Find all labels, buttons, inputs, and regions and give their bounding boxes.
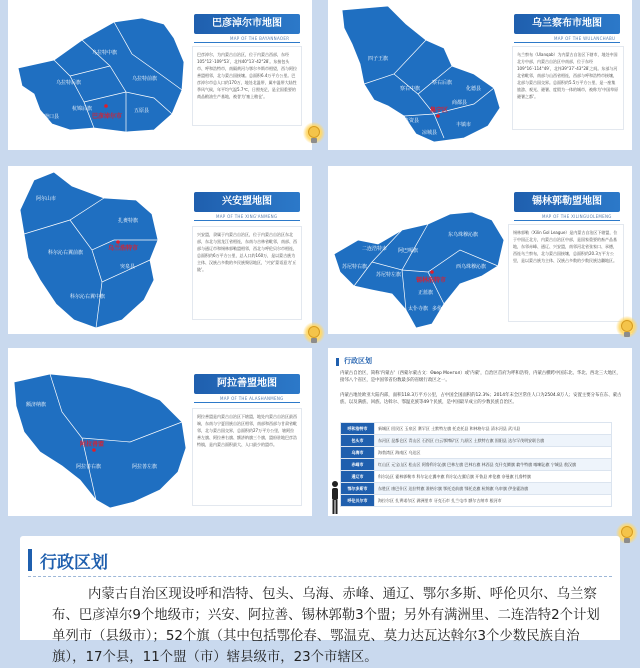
xilingol-description: 锡林郭勒（Xilin Gol League）是内蒙古自治区下辖盟，位于中国正北方，内蒙古自治区中部，是国家重要的畜产品基地，东邻赤峰、通辽、兴安盟，南邻河北省张家口、承德，西连乌兰察布，北与蒙古国接壤，总面积约20.3万平方公里，是以蒙古族为主体、汉族占多数的少数民族边疆地区。	[508, 224, 624, 322]
hinggan-label-2: 扎赉特旗	[118, 218, 139, 224]
alxa-label-0: 额济纳旗	[26, 402, 47, 408]
xilingol-label-3: 苏尼特左旗	[376, 272, 402, 278]
ulanqab-label-1: 察右中旗	[400, 86, 421, 92]
bayannur-label-1: 乌拉特后旗	[56, 80, 82, 86]
xilingol-capital-label: 锡林浩特市	[416, 277, 447, 284]
hinggan-title: 兴安盟地图	[194, 192, 300, 212]
ulanqab-label-0: 四子王旗	[368, 56, 389, 62]
table-key: 乌海市	[341, 447, 375, 459]
slide-bayannur	[8, 0, 312, 150]
xilingol-map-svg	[332, 210, 508, 330]
xilingol-label-6: 正蓝旗	[418, 290, 434, 296]
slide-admin	[328, 348, 632, 516]
ulanqab-description: 乌兰察布（Ulanqab）为内蒙古自治区下辖市，地处中国北方中部，内蒙古自治区中南部，位于东经109°16′-114°49′，北纬39°37′-43°28′之间。东部与河北省毗邻，南部与山西省相连，西部与呼和浩特市接壤，北部与蒙古国交界。总面积约5.5万平方公里，是一座集旅游、观光、避暑、度假为一体的城市，被称为'中国草原避暑之都'。	[512, 46, 624, 130]
table-key: 呼和浩特市	[341, 423, 375, 435]
table-key: 鄂尔多斯市	[341, 483, 375, 495]
bayannur-label-5: 五原县	[134, 108, 150, 114]
xilingol-label-2: 阿巴嘎旗	[398, 248, 419, 254]
bayannur-label-3: 磴口县	[44, 114, 60, 120]
ulanqab-map-svg	[334, 4, 510, 144]
hinggan-map	[14, 170, 190, 330]
table-value: 红山区 元宝山区 松山区 阿鲁科尔沁旗 巴林左旗 巴林右旗 林西县 克什克腾旗 翁牛特旗 喀喇沁旗 宁城县 敖汉旗	[375, 459, 612, 471]
ulanqab-label-4: 商都县	[452, 100, 468, 106]
table-value: 东河区 昆都仑区 青山区 石拐区 白云鄂博矿区 九原区 土默特右旗 固阳县 达尔罕茂明安联合旗	[375, 435, 612, 447]
alxa-capital-marker	[92, 448, 96, 452]
alxa-description: 阿拉善盟是内蒙古自治区下辖盟，地处内蒙古自治区最西端，东南与宁夏回族自治区相邻，南部和西部与甘肃省毗邻，北与蒙古国交界，总面积约27万平方公里，辖阿拉善左旗、阿拉善右旗、额济纳旗三个旗，盟府驻地巴彦浩特镇，是内蒙古面积最大、人口最少的盟市。	[192, 408, 302, 506]
table-row	[341, 495, 612, 507]
table-key: 包头市	[341, 435, 375, 447]
bayannur-capital-label: 巴彦淖尔市	[92, 113, 123, 120]
bayannur-subtitle: MAP OF THE BAYANNAOER	[230, 36, 290, 41]
alxa-map-svg	[10, 372, 192, 512]
bayannur-map	[14, 14, 190, 136]
ulanqab-region-shape	[342, 6, 500, 142]
alxa-label-2: 阿拉善左旗	[132, 464, 158, 470]
admin-summary-panel	[20, 536, 620, 665]
lightbulb-icon	[303, 122, 325, 144]
admin-summary-title-text: 行政区划	[40, 552, 108, 573]
table-row	[341, 423, 612, 435]
admin-paragraph-2: 内蒙古地处欧亚大陆内部，面积118.3万平方公里，占中国全国面积的12.3%；2014年末全区常住人口为2504.8万人；安置主要分布在东、蒙古族、以及满族、回族、达斡尔、鄂温克族等49个民族，是中国最早成立的少数民族自治区。	[340, 393, 622, 405]
hinggan-rule	[194, 220, 300, 221]
xilingol-label-8: 多伦县	[432, 306, 448, 312]
table-row	[341, 435, 612, 447]
hinggan-subtitle: MAP OF THE XING'ANMENG	[216, 214, 278, 219]
ulanqab-capital-label: 集宁区	[430, 107, 449, 114]
slide-hinggan	[8, 166, 312, 334]
xilingol-label-1: 西乌珠穆沁旗	[456, 264, 487, 270]
ulanqab-label-3: 化德县	[466, 86, 482, 92]
title-accent-bar	[28, 549, 32, 571]
hinggan-capital-marker	[116, 240, 120, 244]
ulanqab-label-6: 凉城县	[422, 130, 438, 136]
hinggan-label-4: 科尔沁右翼中旗	[70, 294, 106, 300]
hinggan-label-3: 突泉县	[120, 264, 136, 270]
hinggan-label-1: 科尔沁右翼前旗	[48, 250, 84, 256]
bayannur-label-4: 杭锦后旗	[72, 106, 93, 112]
lightbulb-icon-3	[616, 316, 638, 338]
alxa-subtitle: MAP OF THE ALASHANMENG	[220, 396, 284, 401]
table-value: 新城区 回民区 玉泉区 赛罕区 土默特左旗 托克托县 和林格尔县 清水河县 武川县	[375, 423, 612, 435]
table-key: 赤峰市	[341, 459, 375, 471]
alxa-map	[10, 372, 192, 512]
table-row	[341, 471, 612, 483]
hinggan-map-svg	[14, 170, 190, 330]
ulanqab-label-2: 察右后旗	[432, 80, 453, 86]
xilingol-label-4: 苏尼特右旗	[342, 264, 368, 270]
ulanqab-label-5: 卓资县	[404, 118, 420, 124]
ulanqab-label-7: 丰镇市	[456, 122, 472, 128]
admin-summary-paragraph: 内蒙古自治区现设呼和浩特、包头、乌海、赤峰、通辽、鄂尔多斯、呼伦贝尔、乌兰察布、巴彦淖尔9个地级市；兴安、阿拉善、锡林郭勒3个盟；另外有满洲里、二连浩特2个计划单列市（县级市）；52个旗（其中包括鄂伦春、鄂温克、莫力达瓦达斡尔3个少数民族自治旗），17个县，11个盟（市）辖县级市，23个市辖区。	[52, 587, 600, 665]
alxa-capital-label: 阿拉善盟	[80, 441, 105, 448]
ulanqab-subtitle: MAP OF THE WULANCHABU	[554, 36, 616, 41]
xilingol-title: 锡林郭勒盟地图	[514, 192, 620, 212]
bayannur-title: 巴彦淖尔市地图	[194, 14, 300, 34]
table-row	[341, 483, 612, 495]
ulanqab-title: 乌兰察布市地图	[514, 14, 620, 34]
dashed-divider	[28, 576, 612, 577]
ulanqab-rule	[514, 42, 620, 43]
alxa-title: 阿拉善盟地图	[194, 374, 300, 394]
bayannur-description: 巴彦淖尔，为内蒙古自治区，位于内蒙古西部，东经105°12′-109°53′，北纬40°13′-42°28′。东接包头市、呼和浩特市，南隔黄河与鄂尔多斯市相望，西与阿拉善盟相邻，北与蒙古国接壤。总面积6.4万平方公里。巴彦淖尔市总人口约170万，地处北温带，属中温带大陆性季风气候，年平均气温5.7℃，日照充足，是全国重要的商品粮油生产基地，被誉为'塞上粮仓'。	[192, 46, 302, 126]
admin-heading: 行政区划	[344, 357, 372, 365]
admin-paragraph-1: 内蒙古自治区，简称'内蒙古'（西蒙尔蒙古文：Өвөр Монгол）或'内蒙'，自治区首府为呼和浩特，内蒙古横跨中国东北、华北、西北三大地区，接邻八个省区，是中国邻省份数最多的省级行政区之一。	[340, 371, 621, 383]
admin-heading-accent	[336, 358, 339, 366]
admin-table	[340, 422, 612, 507]
ulanqab-capital-marker	[436, 114, 440, 118]
xilingol-map	[332, 210, 508, 330]
slide-ulanqab	[328, 0, 632, 150]
xilingol-capital-marker	[430, 270, 434, 274]
table-value: 科尔沁区 霍林郭勒市 科尔沁左翼中旗 科尔沁左翼后旗 开鲁县 库伦旗 奈曼旗 扎鲁特旗	[375, 471, 612, 483]
alxa-rule	[194, 402, 300, 403]
bayannur-rule	[194, 42, 300, 43]
admin-summary-title	[28, 548, 108, 572]
table-key: 呼伦贝尔市	[341, 495, 375, 507]
hinggan-capital-label: 乌兰浩特市	[108, 245, 139, 252]
xilingol-rule	[514, 220, 620, 221]
xilingol-subtitle: MAP OF THE XILINGUOLEMENG	[542, 214, 612, 219]
table-value: 海拉尔区 扎赉诺尔区 满洲里市 牙克石市 扎兰屯市 额尔古纳市 根河市	[375, 495, 612, 507]
table-key: 通辽市	[341, 471, 375, 483]
bayannur-label-2: 乌拉特前旗	[132, 76, 158, 82]
table-row	[341, 447, 612, 459]
bayannur-capital-marker	[104, 104, 108, 108]
lightbulb-icon-2	[303, 322, 325, 344]
xilingol-label-7: 太仆寺旗	[408, 306, 429, 312]
bayannur-map-svg	[14, 14, 190, 136]
xilingol-label-0: 东乌珠穆沁旗	[448, 232, 479, 238]
bayannur-label-0: 乌拉特中旗	[92, 50, 118, 56]
slide-xilingol	[328, 166, 632, 334]
hinggan-description: 兴安盟，隶属于内蒙古自治区，位于内蒙古自治区东北部，东北与黑龙江省相连，东南与吉林省毗邻，南部、西部与通辽市和锡林郭勒盟相邻，西北与呼伦贝尔市相连，总面积约6万平方公里，总人口约160万，是以蒙古族为主体、汉族占多数的多民族聚居地区，'兴安'蒙语意为'丘陵'。	[192, 226, 302, 320]
slide-alxa	[8, 348, 312, 516]
presenter-figure-icon	[328, 480, 342, 516]
ulanqab-map	[334, 4, 510, 144]
xilingol-label-5: 二连浩特市	[362, 246, 388, 252]
hinggan-label-0: 阿尔山市	[36, 196, 57, 202]
table-value: 海勃湾区 海南区 乌达区	[375, 447, 612, 459]
table-value: 东胜区 康巴什区 达拉特旗 准格尔旗 鄂托克前旗 鄂托克旗 杭锦旗 乌审旗 伊金霍洛旗	[375, 483, 612, 495]
alxa-label-1: 阿拉善右旗	[76, 464, 102, 470]
table-row	[341, 459, 612, 471]
